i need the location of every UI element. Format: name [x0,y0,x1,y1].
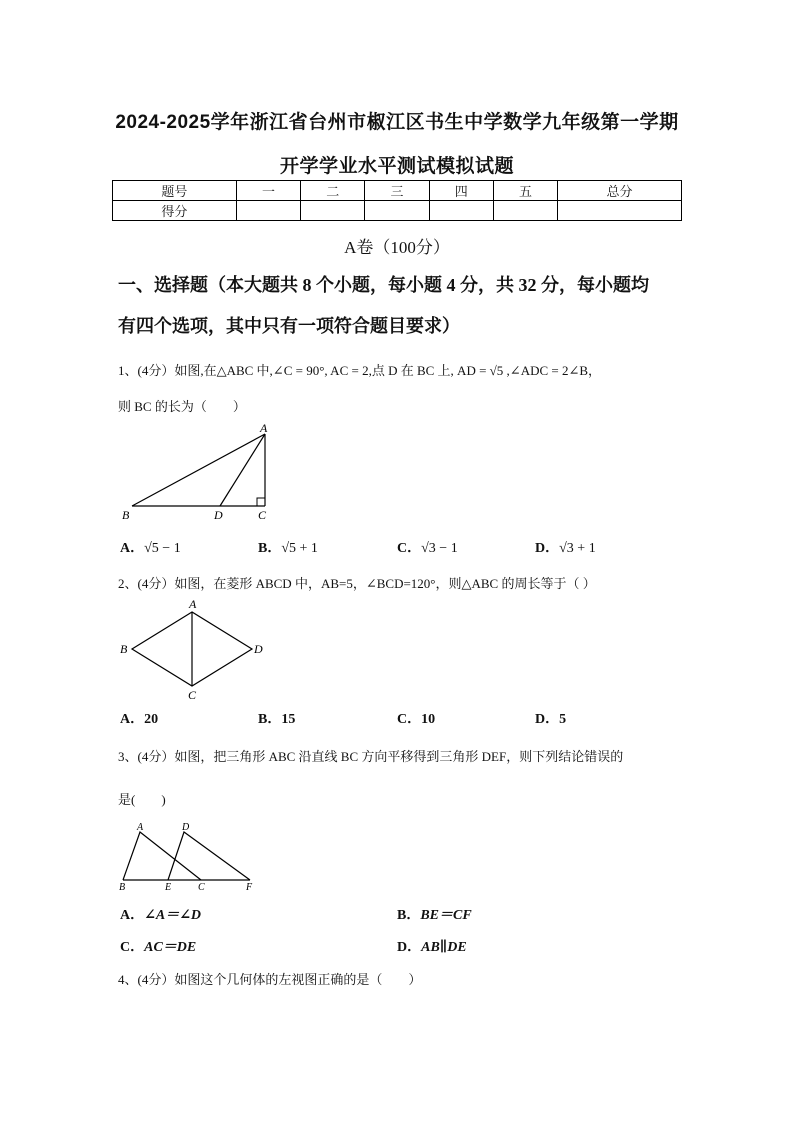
q1-label-b: B [122,508,130,522]
score-table-score-row [113,201,682,221]
score-header-cell: 一 [236,181,300,201]
q2-option-d-value: 5 [559,712,567,727]
q1-figure [118,420,278,525]
q3-option-a[interactable]: A．∠A＝∠D [120,908,202,923]
q2-option-a-value: 20 [144,712,159,727]
q1-right-angle-mark [257,498,265,506]
q2-figure [118,596,268,704]
q3-label-e: E [165,882,172,893]
q1-option-c[interactable]: C．√3 − 1 [397,541,458,556]
q2-option-a[interactable]: A．20 [120,712,159,727]
exam-title-line1: 2024-2025学年浙江省台州市椒江区书生中学数学九年级第一学期 [115,112,679,133]
q1-stem-line2: 则 BC 的长为（ ） [118,399,246,414]
q3-option-c[interactable]: C．AC＝DE [120,940,197,955]
q2-label-c: C [188,688,197,702]
score-cell [429,201,493,221]
q3-option-a-value: ∠A＝∠D [144,908,202,923]
q2-stem-line1: 2、(4分）如图，在菱形 ABCD 中，AB=5，∠BCD=120°，则△ABC 的周长等于（ ） [118,576,596,591]
exam-title-line2: 开学学业水平测试模拟试题 [279,156,514,177]
q3-label-a: A [137,822,144,833]
q1-segment-ad [220,434,265,506]
section-a-heading: A卷（100分） [344,238,450,257]
q4-stem-line1: 4、(4分）如图这个几何体的左视图正确的是（ ） [118,972,422,987]
q3-stem-line2: 是( ) [118,792,166,807]
part1-heading-line2: 有四个选项，其中只有一项符合题目要求） [118,316,460,336]
q2-label-d: D [254,642,263,656]
score-header-cell: 总分 [558,181,682,201]
score-header-cell: 三 [365,181,429,201]
q2-option-d[interactable]: D．5 [535,712,567,727]
q1-stem-line1: 1、(4分）如图,在△ABC 中,∠C = 90°, AC = 2,点 D 在 BC 上, AD = √5 ,∠ADC = 2∠B， [118,363,602,378]
score-table-header-row [113,181,682,201]
score-cell [493,201,557,221]
q2-label-a: A [189,597,197,611]
q3-label-d: D [182,822,190,833]
q3-stem-line1: 3、(4分）如图，把三角形 ABC 沿直线 BC 方向平移得到三角形 DEF，则下列结论错误的 [118,749,624,764]
q1-option-b-value: √5 + 1 [281,541,318,556]
q3-label-b: B [119,882,126,893]
score-table [112,180,682,221]
q3-triangle-abc [123,832,201,880]
q2-option-b-value: 15 [281,712,296,727]
score-header-cell: 四 [429,181,493,201]
q1-segment-ab [132,434,265,506]
score-header-cell: 五 [493,181,557,201]
q3-option-d-value: AB∥DE [421,940,467,955]
score-header-cell: 题号 [113,181,237,201]
q3-label-c: C [198,882,205,893]
q1-label-d: D [214,508,223,522]
q1-option-a-value: √5 − 1 [144,541,181,556]
score-cell [236,201,300,221]
q2-option-c-value: 10 [421,712,436,727]
q2-option-c[interactable]: C．10 [397,712,436,727]
q3-option-b-value: BE＝CF [420,908,472,923]
score-cell [365,201,429,221]
q3-triangle-def [168,832,250,880]
q1-option-d[interactable]: D．√3 + 1 [535,541,596,556]
q2-option-b[interactable]: B．15 [258,712,296,727]
q3-label-f: F [246,882,253,893]
q1-label-c: C [258,508,267,522]
q1-label-a: A [260,421,268,435]
q3-option-b[interactable]: B．BE＝CF [397,908,472,923]
score-row-label: 得分 [113,201,237,221]
q1-option-a[interactable]: A．√5 − 1 [120,541,181,556]
score-cell [301,201,365,221]
score-header-cell: 二 [301,181,365,201]
q1-option-d-value: √3 + 1 [559,541,596,556]
q1-option-b[interactable]: B．√5 + 1 [258,541,318,556]
score-cell [558,201,682,221]
q3-option-d[interactable]: D．AB∥DE [397,940,467,955]
q3-option-c-value: AC＝DE [144,940,197,955]
q3-figure [118,818,263,896]
q2-label-b: B [120,642,128,656]
q1-option-c-value: √3 − 1 [421,541,458,556]
part1-heading-line1: 一、选择题（本大题共 8 个小题，每小题 4 分，共 32 分，每小题均 [118,275,649,295]
